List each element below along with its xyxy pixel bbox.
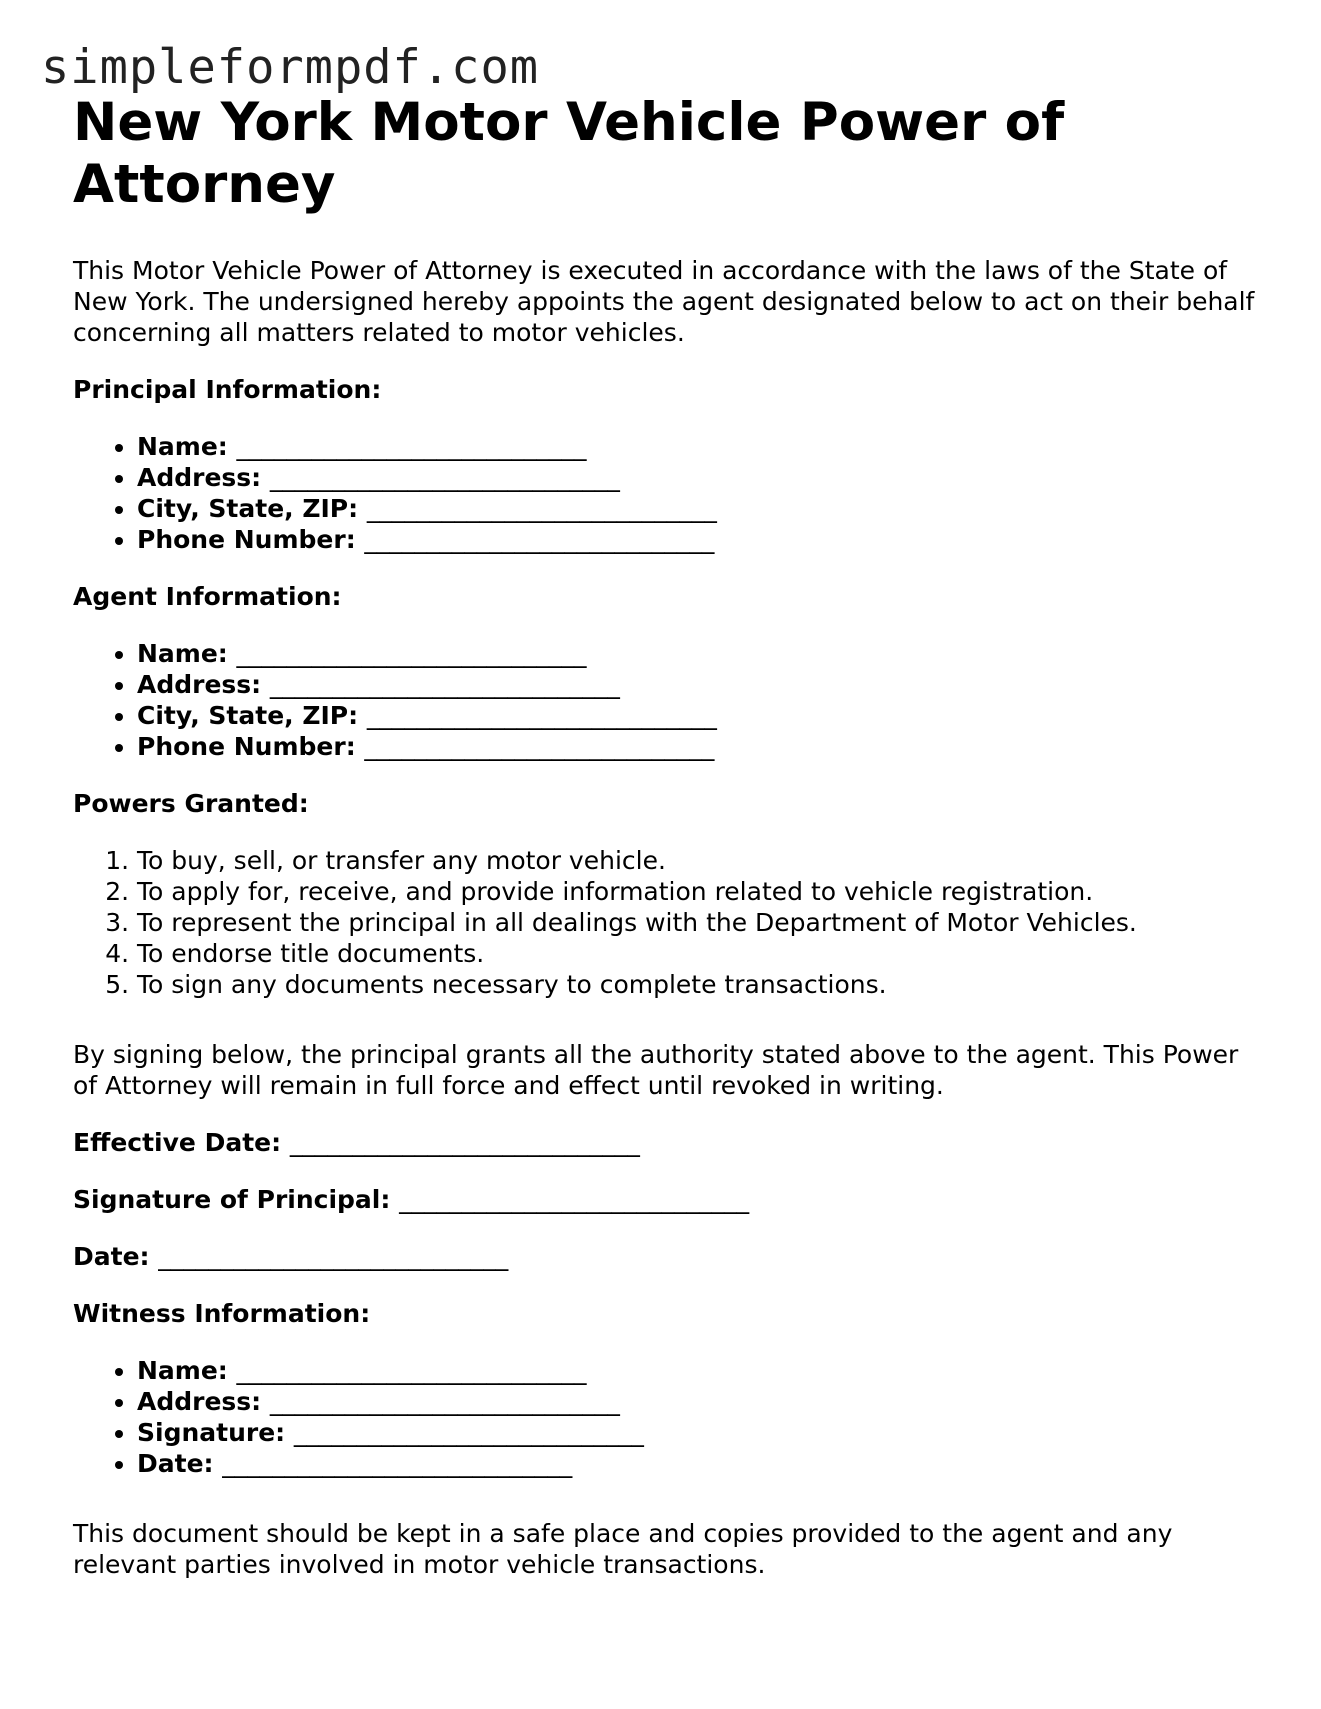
- powers-heading: Powers Granted:: [73, 789, 309, 818]
- field-label: City, State, ZIP:: [137, 494, 359, 523]
- blank-line[interactable]: ____________________________: [293, 1418, 644, 1447]
- grant-statement: By signing below, the principal grants all the authority stated above to the agent. This Power of Attorney will remain in full force and effect until revoked in writing.: [73, 1040, 1239, 1100]
- field-label: Date:: [137, 1449, 214, 1478]
- blank-line[interactable]: ____________________________: [364, 525, 715, 554]
- field-label: Phone Number:: [137, 525, 356, 554]
- principal-address-field[interactable]: [137, 462, 1263, 493]
- blank-line[interactable]: ____________________________: [366, 494, 717, 523]
- principal-fields: [73, 431, 1263, 555]
- field-label: Effective Date:: [73, 1128, 282, 1157]
- blank-line[interactable]: ____________________________: [289, 1128, 640, 1157]
- power-item: 3. To represent the principal in all dealings with the Department of Motor Vehicles.: [137, 907, 1263, 938]
- watermark: simpleformpdf.com: [41, 40, 540, 95]
- blank-line[interactable]: ____________________________: [222, 1449, 573, 1478]
- blank-line[interactable]: ____________________________: [236, 432, 587, 461]
- field-label: Signature:: [137, 1418, 286, 1447]
- agent-heading: Agent Information:: [73, 582, 342, 611]
- closing-paragraph: This document should be kept in a safe place and copies provided to the agent and any relevant parties involved in motor vehicle transactions.: [73, 1519, 1173, 1579]
- effective-date-field[interactable]: [73, 1127, 1263, 1158]
- field-label: Phone Number:: [137, 732, 356, 761]
- witness-name-field[interactable]: [137, 1355, 1263, 1386]
- agent-phone-field[interactable]: [137, 731, 1263, 762]
- blank-line[interactable]: ____________________________: [399, 1185, 750, 1214]
- blank-line[interactable]: ____________________________: [269, 463, 620, 492]
- power-item: 2. To apply for, receive, and provide information related to vehicle registration.: [137, 876, 1263, 907]
- blank-line[interactable]: ____________________________: [269, 670, 620, 699]
- blank-line[interactable]: ____________________________: [236, 639, 587, 668]
- document-title: New York Motor Vehicle Power of Attorney: [73, 92, 1065, 215]
- field-label: Date:: [73, 1242, 150, 1271]
- blank-line[interactable]: ____________________________: [366, 701, 717, 730]
- principal-phone-field[interactable]: [137, 524, 1263, 555]
- witness-date-field[interactable]: [137, 1448, 1263, 1479]
- principal-signature-field[interactable]: [73, 1184, 1263, 1215]
- field-label: Name:: [137, 1356, 228, 1385]
- intro-paragraph: This Motor Vehicle Power of Attorney is executed in accordance with the laws of the State of New York. The undersigned hereby appoints the agent designated below to act on their behalf concerning all matters related to motor vehicles.: [73, 256, 1255, 347]
- agent-address-field[interactable]: [137, 669, 1263, 700]
- power-item: 1. To buy, sell, or transfer any motor vehicle.: [137, 845, 1263, 876]
- field-label: Signature of Principal:: [73, 1185, 391, 1214]
- power-item: 4. To endorse title documents.: [137, 938, 1263, 969]
- blank-line[interactable]: ____________________________: [364, 732, 715, 761]
- agent-fields: [73, 638, 1263, 762]
- witness-heading: Witness Information:: [73, 1299, 371, 1328]
- field-label: Name:: [137, 432, 228, 461]
- agent-name-field[interactable]: [137, 638, 1263, 669]
- blank-line[interactable]: ____________________________: [236, 1356, 587, 1385]
- field-label: Name:: [137, 639, 228, 668]
- field-label: Address:: [137, 670, 262, 699]
- witness-address-field[interactable]: [137, 1386, 1263, 1417]
- field-label: City, State, ZIP:: [137, 701, 359, 730]
- principal-city-field[interactable]: [137, 493, 1263, 524]
- principal-name-field[interactable]: [137, 431, 1263, 462]
- field-label: Address:: [137, 463, 262, 492]
- powers-list: [73, 845, 1263, 1000]
- witness-signature-field[interactable]: [137, 1417, 1263, 1448]
- witness-fields: [73, 1355, 1263, 1479]
- principal-heading: Principal Information:: [73, 375, 382, 404]
- blank-line[interactable]: ____________________________: [158, 1242, 509, 1271]
- field-label: Address:: [137, 1387, 262, 1416]
- document-body: [73, 92, 1263, 1580]
- agent-city-field[interactable]: [137, 700, 1263, 731]
- date-field[interactable]: [73, 1241, 1263, 1272]
- power-item: 5. To sign any documents necessary to complete transactions.: [137, 969, 1263, 1000]
- blank-line[interactable]: ____________________________: [269, 1387, 620, 1416]
